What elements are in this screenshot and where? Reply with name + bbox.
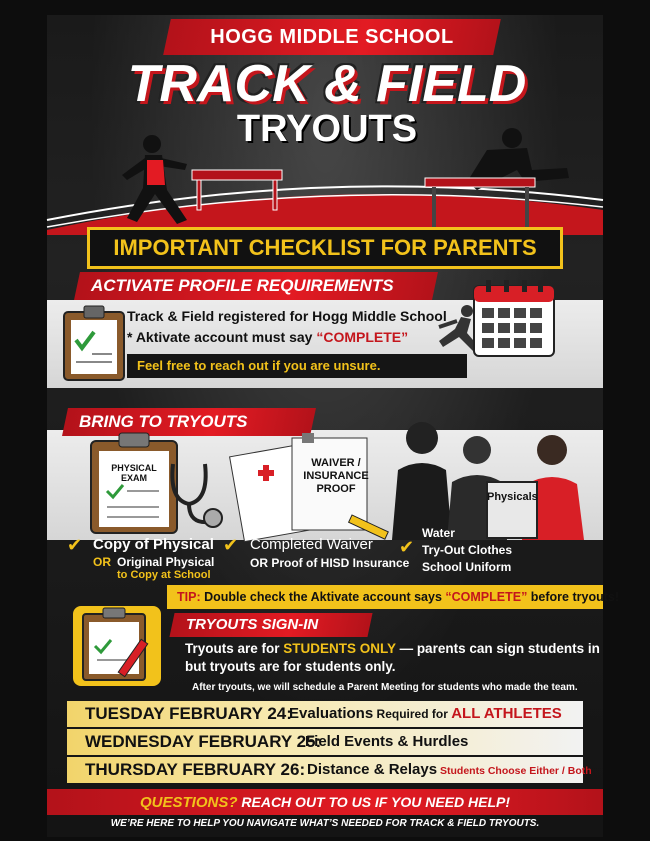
bring-heading: BRING TO TRYOUTS [79,412,248,431]
checklist-title: IMPORTANT CHECKLIST FOR PARENTS [113,235,537,260]
questions-text: QUESTIONS? REACH OUT TO US IF YOU NEED HELP! [139,794,511,811]
coaches-illustration [392,420,592,540]
bring-item-2-title: Completed Waiver [250,536,373,553]
physicals-label: Physicals [487,491,538,503]
schedule-event-2: Field Events & Hurdles [305,733,469,750]
checklist-banner [87,227,563,269]
check-icon: ✔ [399,537,415,558]
waiver-label: WAIVER / INSURANCE PROOF [303,457,369,495]
school-name: HOGG MIDDLE SCHOOL [210,26,454,48]
schedule-date-1: TUESDAY FEBRUARY 24: [85,704,292,723]
bring-item-1-sub-2: to Copy at School [117,569,211,581]
schedule-date-2: WEDNESDAY FEBRUARY 25: [85,732,322,751]
check-icon: ✔ [223,535,239,556]
school-banner [163,19,501,55]
schedule-event-1: Evaluations Required for ALL ATHLETES [289,705,562,722]
page-title: TRACK & FIELD [127,55,527,113]
signin-note: After tryouts, we will schedule a Parent Meeting for students who made the team. [192,682,578,693]
page-subtitle: TRYOUTS [236,108,418,150]
bring-item-1-title: Copy of Physical [93,536,214,553]
signin-clipboard-icon [69,600,169,690]
activate-line-1: Track & Field registered for Hogg Middle School [127,308,447,324]
tip-text: TIP: Double check the Aktivate account says “COMPLETE” before tryouts! [177,590,620,604]
schedule-row-3 [67,757,592,783]
activate-heading-banner [74,272,438,300]
activate-note: Feel free to reach out if you are unsure. [137,358,381,373]
bring-item-3-line-1: Water [422,526,455,540]
schedule-row-2 [67,729,583,755]
clipboard-check-icon [62,304,126,382]
schedule-event-3: Distance & Relays Students Choose Either / Both [307,761,592,778]
bring-item-1-sub-1: Original Physical [117,555,215,569]
bring-item-3-line-2: Try-Out Clothes [422,543,513,557]
bring-item-2-sub: OR Proof of HISD Insurance [250,556,410,570]
signin-heading-banner [169,613,372,637]
check-icon: ✔ [67,535,83,556]
poster [47,15,620,837]
schedule-row-1 [67,701,583,727]
bring-item-3-line-3: School Uniform [422,560,512,574]
activate-heading: ACTIVATE PROFILE REQUIREMENTS [91,276,394,295]
stethoscope-icon [165,460,225,530]
signin-line-2: but tryouts are for students only. [185,659,396,674]
activate-line-2: * Aktivate account must say “COMPLETE” [127,329,409,345]
signin-heading: TRYOUTS SIGN-IN [186,616,319,633]
bring-item-1-or: OR [93,555,111,569]
signin-line-1: Tryouts are for STUDENTS ONLY — parents can sign students in [185,641,600,656]
physical-exam-label: PHYSICAL EXAM [111,463,157,483]
calendar-icon [472,278,557,358]
schedule-date-3: THURSDAY FEBRUARY 26: [85,760,306,779]
footer-tagline: WE’RE HERE TO HELP YOU NAVIGATE WHAT’S NEEDED FOR TRACK & FIELD TRYOUTS. [110,818,540,829]
track-illustration [47,150,603,235]
